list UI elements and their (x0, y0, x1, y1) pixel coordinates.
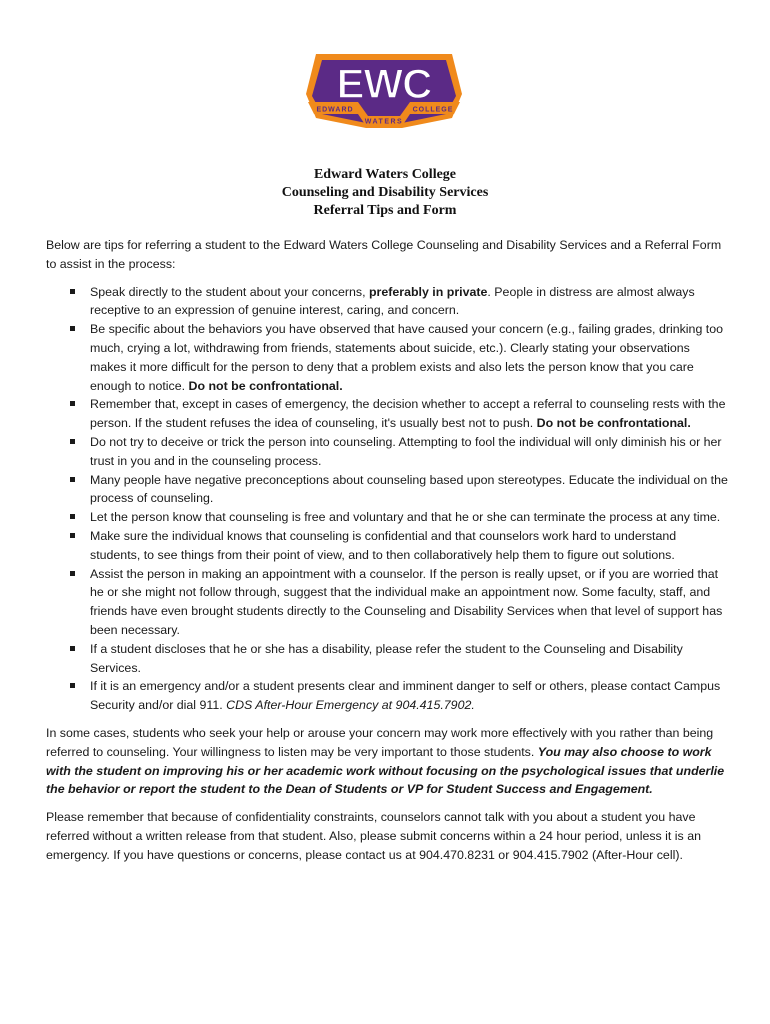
emergency-phone-text: CDS After-Hour Emergency at 904.415.7902. (226, 698, 475, 713)
intro-paragraph: Below are tips for referring a student to the Edward Waters College Counseling and Disability Services and a Referral Form to assist in the process: (46, 238, 722, 271)
document-title-block (0, 166, 770, 220)
logo-main-text: EWC (336, 60, 432, 107)
bullet-square-icon (70, 326, 75, 331)
tip-item: Speak directly to the student about your concerns, preferably in private. People in distress are almost always receptive to an expression of genuine interest, caring, and concern. (46, 283, 728, 321)
tip-item: If a student discloses that he or she has a disability, please refer the student to the Counseling and Disability Services. (46, 640, 728, 678)
tip-item: If it is an emergency and/or a student presents clear and imminent danger to self or others, please contact Campus Security and/or dial 911. CDS After-Hour Emergency at 904.415.7902. (46, 677, 728, 715)
tip-item: Remember that, except in cases of emergency, the decision whether to accept a referral to counseling rests with the person. If the student refuses the idea of counseling, it's usually best not to push. Do not be confrontational. (46, 395, 728, 433)
ewc-logo (302, 44, 466, 130)
ewc-logo-graphic (302, 44, 466, 130)
tip-item: Many people have negative preconceptions about counseling based upon stereotypes. Educate the individual on the process of counseling. (46, 471, 728, 509)
bullet-square-icon (70, 683, 75, 688)
tip-item: Make sure the individual knows that counseling is confidential and that counselors work hard to understand students, to see things from their point of view, and to then collaboratively help them to figure out solutions. (46, 527, 728, 565)
tip-item: Assist the person in making an appointment with a counselor. If the person is really upset, or if you are worried that he or she might not follow through, suggest that the individual make an appointment now. Some faculty, staff, and friends have even brought students directly to the Counseling and Disability Services when that level of support has been necessary. (46, 565, 728, 640)
logo-bottom-word: WATERS (364, 118, 404, 126)
bullet-square-icon (70, 646, 75, 651)
bullet-square-icon (70, 401, 75, 406)
tip-item: Do not try to deceive or trick the person into counseling. Attempting to fool the individual will only diminish his or her trust in you and in the counseling process. (46, 433, 728, 471)
confidentiality-paragraph: Please remember that because of confidentiality constraints, counselors cannot talk with you about a student you have referred without a written release from that student. Also, please submit concerns within a 24 hour period, unless it is an emergency. If you have questions or concerns, please contact us at 904.470.8231 or 904.415.7902 (After-Hour cell). (46, 810, 701, 862)
bullet-square-icon (70, 533, 75, 538)
title-department: Counseling and Disability Services (281, 185, 489, 200)
alternative-paragraph: In some cases, students who seek your help or arouse your concern may work more effectively with you rather than being referred to counseling. Your willingness to listen may be very important to those students. You may also choose to work with the student on improving his or her academic work without focusing on the psychological issues that underlie the behavior or report the student to the Dean of Students or VP for Student Success and Engagement. (46, 725, 725, 797)
logo-left-word: EDWARD (316, 106, 354, 114)
tips-list (46, 283, 728, 715)
bullet-square-icon (70, 439, 75, 444)
tip-item: Be specific about the behaviors you have observed that have caused your concern (e.g., failing grades, drinking too much, crying a lot, withdrawing from friends, statements about suicide, etc.). Clearly stating your observations makes it more difficult for the person to deny that a problem exists and also lets the person know that you care enough to notice. Do not be confrontational. (46, 320, 728, 395)
bullet-square-icon (70, 289, 75, 294)
title-document: Referral Tips and Form (313, 203, 457, 218)
title-college: Edward Waters College (313, 167, 457, 182)
tip-item: Let the person know that counseling is free and voluntary and that he or she can terminate the process at any time. (46, 508, 728, 527)
bullet-square-icon (70, 571, 75, 576)
logo-right-word: COLLEGE (412, 106, 454, 114)
bullet-square-icon (70, 514, 75, 519)
bullet-square-icon (70, 477, 75, 482)
document-body (46, 236, 728, 874)
